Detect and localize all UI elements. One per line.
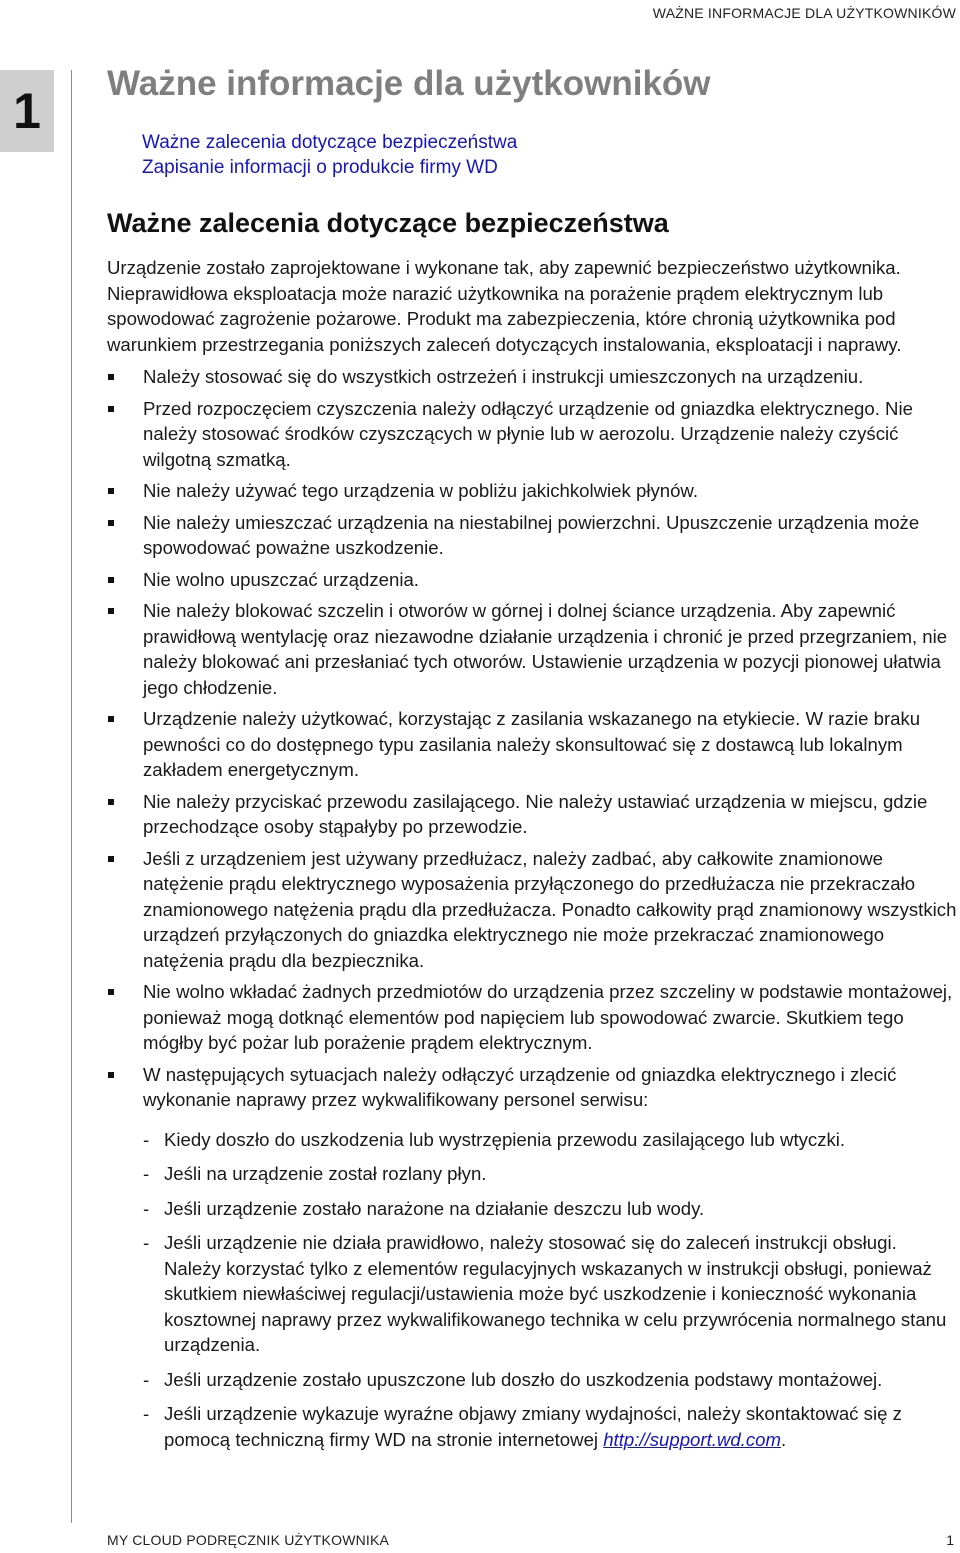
chapter-number-box — [0, 70, 54, 152]
bullet-icon — [108, 608, 114, 614]
list-item-text: Nie wolno upuszczać urządzenia. — [143, 568, 419, 590]
sub-list-item — [143, 1230, 957, 1358]
list-item — [107, 706, 957, 783]
sentence-end: . — [780, 1428, 787, 1450]
sub-list-item-text: Kiedy doszło do uszkodzenia lub wystrzępienia przewodu zasilającego lub wtyczki. — [164, 1128, 846, 1150]
sub-list-item — [143, 1401, 957, 1452]
section-body — [107, 255, 957, 1461]
chapter-number: 1 — [13, 83, 41, 139]
list-item-text: Nie należy blokować szczelin i otworów w górnej i dolnej ściance urządzenia. Aby zapewnić prawidłową wentylację oraz niezawodne działanie urządzenia i chronić je przed przegrzaniem, nie należy blokować ani przesłaniać tych otworów. Ustawienie urządzenia w pozycji pionowej ułatwia jego chłodzenie. — [143, 600, 948, 698]
dash-marker: - — [143, 1232, 150, 1253]
bullet-icon — [108, 989, 114, 995]
bullet-icon — [108, 716, 114, 722]
dash-marker: - — [143, 1403, 150, 1424]
safety-list — [107, 364, 957, 1452]
sub-list-item-text: Jeśli urządzenie nie działa prawidłowo, należy stosować się do zaleceń instrukcji obsługi. Należy korzystać tylko z elementów regulacyjnych wskazanych w instrukcji obsługi, ponieważ skutkiem niewłaściwej regulacji/ustawienia może być uszkodzenie i konieczność wykonania kosztownej naprawy przez wykwalifikowanego technika w celu przywrócenia normalnego stanu urządzenia. — [164, 1232, 947, 1355]
list-item-text: Jeśli z urządzeniem jest używany przedłużacz, należy zadbać, aby całkowite znamionowe natężenie prądu elektrycznego wyposażenia przyłączonego do przedłużacza nie przekraczało znamionowego natężenia prądu dla przedłużacza. Ponadto całkowity prąd znamionowy wszystkich urządzeń przyłączonych do gniazdka elektrycznego nie może przekraczać znamionowego natężenia prądu dla bezpiecznika. — [143, 847, 957, 971]
list-item — [107, 396, 957, 473]
running-head: WAŻNE INFORMACJE DLA UŻYTKOWNIKÓW — [652, 5, 956, 21]
support-link[interactable]: http://support.wd.com — [603, 1428, 781, 1450]
toc-link-product-info[interactable]: Zapisanie informacji o produkcie firmy WD — [142, 157, 498, 178]
sub-list-item-text: Jeśli urządzenie zostało upuszczone lub doszło do uszkodzenia podstawy montażowej. — [164, 1368, 883, 1390]
bullet-icon — [108, 856, 114, 862]
list-item — [107, 567, 957, 593]
sub-list-item — [143, 1367, 957, 1393]
list-item-text: Nie wolno wkładać żadnych przedmiotów do urządzenia przez szczeliny w podstawie montażowej, ponieważ mogą dotknąć elementów pod napięciem lub spowodować zwarcie. Skutkiem tego mógłby być pożar lub porażenie prądem elektrycznym. — [143, 981, 953, 1053]
list-item-text: Należy stosować się do wszystkich ostrzeżeń i instrukcji umieszczonych na urządzeniu. — [143, 366, 864, 387]
dash-marker: - — [143, 1197, 150, 1219]
page-title: Ważne informacje dla użytkowników — [107, 64, 711, 103]
sub-list-item — [143, 1161, 957, 1187]
sub-list-item — [143, 1196, 957, 1222]
bullet-icon — [108, 488, 114, 494]
list-item-text: Nie należy przyciskać przewodu zasilającego. Nie należy ustawiać urządzenia w miejscu, gdzie przechodzące osoby stąpałyby po przewodzie. — [143, 790, 928, 837]
section-title: Ważne zalecenia dotyczące bezpieczeństwa — [107, 208, 669, 238]
toc-link-safety[interactable]: Ważne zalecenia dotyczące bezpieczeństwa — [142, 132, 518, 153]
chapter-toc — [142, 130, 517, 180]
sub-list-item-text: Jeśli na urządzenie został rozlany płyn. — [164, 1163, 487, 1184]
list-item — [107, 478, 957, 504]
bullet-icon — [108, 520, 114, 526]
page-number: 1 — [946, 1532, 954, 1548]
intro-paragraph: Urządzenie zostało zaprojektowane i wykonane tak, aby zapewnić bezpieczeństwo użytkownika. Nieprawidłowa eksploatacja może narazić użytkownika na porażenie prądem elektrycznym lub spowodować zagrożenie pożarowe. Produkt ma zabezpieczenia, które chronią użytkownika pod warunkiem przestrzegania poniższych zaleceń dotyczących instalowania, eksploatacji i naprawy. — [107, 257, 902, 355]
sub-list-item — [143, 1127, 957, 1153]
dash-marker: - — [143, 1128, 150, 1150]
bullet-icon — [108, 799, 114, 805]
list-item — [107, 846, 957, 974]
list-item-text: Przed rozpoczęciem czyszczenia należy odłączyć urządzenie od gniazdka elektrycznego. Nie należy stosować środków czyszczących w płynie lub w aerozolu. Urządzenie należy czyścić wilgotną szmatką. — [143, 397, 913, 470]
list-item — [107, 979, 957, 1056]
sub-list-item-text: Jeśli urządzenie wykazuje wyraźne objawy zmiany wydajności, należy skontaktować się z pomocą techniczną firmy WD na stronie internetowej — [164, 1403, 902, 1450]
dash-marker: - — [143, 1163, 150, 1184]
dash-marker: - — [143, 1368, 150, 1390]
bullet-icon — [108, 577, 114, 583]
service-conditions-list — [143, 1127, 957, 1453]
bullet-icon — [108, 406, 114, 412]
margin-rule — [71, 70, 72, 1523]
list-item — [107, 510, 957, 561]
bullet-icon — [108, 1072, 114, 1078]
list-item — [107, 789, 957, 840]
list-item-text: W następujących sytuacjach należy odłączyć urządzenie od gniazdka elektrycznego i zlecić wykonanie naprawy przez wykwalifikowany personel serwisu: — [143, 1063, 897, 1110]
list-item — [107, 1062, 957, 1453]
list-item — [107, 364, 957, 390]
list-item-text: Nie należy umieszczać urządzenia na niestabilnej powierzchni. Upuszczenie urządzenia może spowodować poważne uszkodzenie. — [143, 511, 920, 558]
list-item-text: Nie należy używać tego urządzenia w pobliżu jakichkolwiek płynów. — [143, 480, 698, 501]
footer-manual-title: MY CLOUD PODRĘCZNIK UŻYTKOWNIKA — [107, 1532, 390, 1548]
sub-list-item-text: Jeśli urządzenie zostało narażone na działanie deszczu lub wody. — [164, 1197, 705, 1219]
list-item-text: Urządzenie należy użytkować, korzystając z zasilania wskazanego na etykiecie. W razie braku pewności co do dostępnego typu zasilania należy skonsultować się z dostawcą lub lokalnym zakładem energetycznym. — [143, 708, 921, 780]
list-item — [107, 598, 957, 700]
bullet-icon — [108, 374, 114, 380]
